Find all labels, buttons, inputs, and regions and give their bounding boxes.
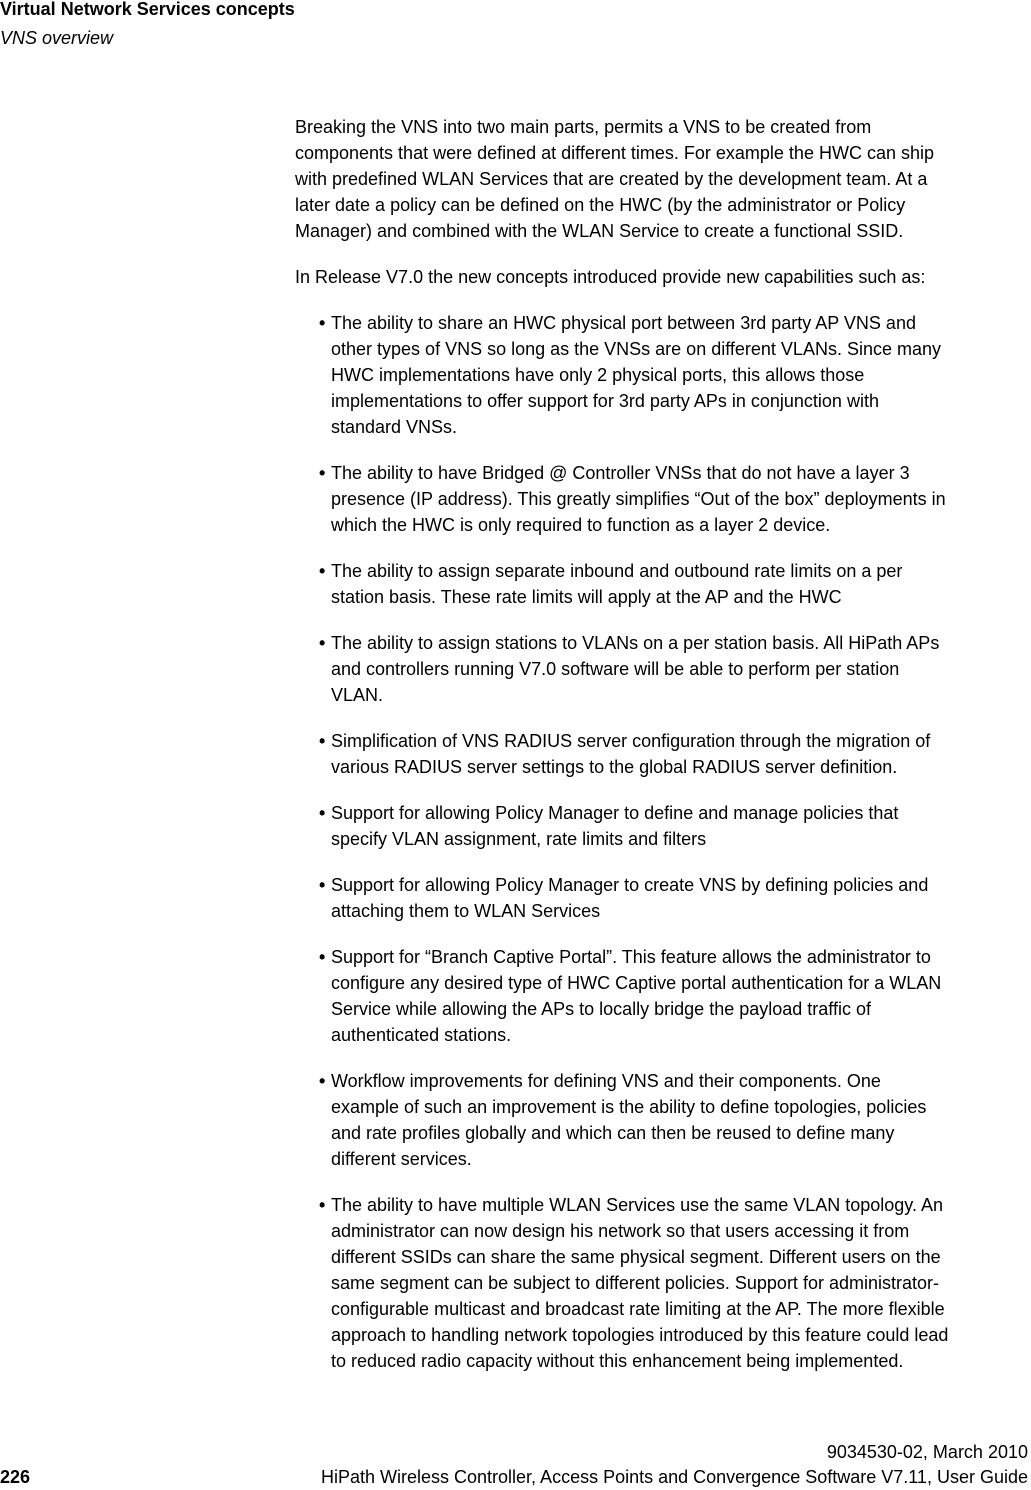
text-line: authenticated stations. xyxy=(331,1025,512,1045)
page-number: 226 xyxy=(0,1467,31,1487)
text-line: The ability to share an HWC physical port between 3rd party AP VNS and xyxy=(331,313,916,333)
bullet-icon: • xyxy=(319,313,326,333)
bullet-item xyxy=(295,944,1031,1048)
paragraph xyxy=(295,114,1031,244)
text-line: Support for “Branch Captive Portal”. This feature allows the administrator to xyxy=(331,947,931,967)
bullet-item xyxy=(295,872,1031,924)
text-line: and controllers running V7.0 software will be able to perform per station xyxy=(331,659,900,679)
bullet-item xyxy=(295,630,1031,708)
text-line: Workflow improvements for defining VNS and their components. One xyxy=(331,1071,881,1091)
bullet-icon: • xyxy=(319,947,326,967)
bullet-item xyxy=(295,460,1031,538)
text-line: with predefined WLAN Services that are created by the development team. At a xyxy=(295,169,928,189)
text-line: VLAN. xyxy=(331,685,384,705)
text-line: administrator can now design his network so that users accessing it from xyxy=(331,1221,910,1241)
bullet-icon: • xyxy=(319,803,326,823)
text-line: configurable multicast and broadcast rate limiting at the AP. The more flexible xyxy=(331,1299,945,1319)
text-line: presence (IP address). This greatly simplifies “Out of the box” deployments in xyxy=(331,489,946,509)
bullet-icon: • xyxy=(319,463,326,483)
paragraph xyxy=(295,264,1031,290)
body-text xyxy=(295,114,1031,1394)
text-line: various RADIUS server settings to the global RADIUS server definition. xyxy=(331,757,898,777)
text-line: configure any desired type of HWC Captive portal authentication for a WLAN xyxy=(331,973,942,993)
running-header-title: Virtual Network Services concepts xyxy=(0,0,295,19)
text-line: Support for allowing Policy Manager to create VNS by defining policies and xyxy=(331,875,929,895)
text-line: later date a policy can be defined on the HWC (by the administrator or Policy xyxy=(295,195,906,215)
text-line: HWC implementations have only 2 physical ports, this allows those xyxy=(331,365,865,385)
bullet-item xyxy=(295,558,1031,610)
text-line: which the HWC is only required to function as a layer 2 device. xyxy=(331,515,831,535)
bullet-icon: • xyxy=(319,1195,326,1215)
text-line: standard VNSs. xyxy=(331,417,458,437)
text-line: attaching them to WLAN Services xyxy=(331,901,601,921)
text-line: different SSIDs can share the same physical segment. Different users on the xyxy=(331,1247,941,1267)
footer-doc-id: 9034530-02, March 2010 xyxy=(826,1442,1028,1462)
bullet-item xyxy=(295,728,1031,780)
text-line: approach to handling network topologies introduced by this feature could lead xyxy=(331,1325,949,1345)
text-line: example of such an improvement is the ability to define topologies, policies xyxy=(331,1097,927,1117)
bullet-icon: • xyxy=(319,561,326,581)
text-line: Support for allowing Policy Manager to define and manage policies that xyxy=(331,803,899,823)
running-header-subtitle: VNS overview xyxy=(0,28,114,48)
text-line: The ability to have Bridged @ Controller VNSs that do not have a layer 3 xyxy=(331,463,910,483)
text-line: and rate profiles globally and which can then be reused to define many xyxy=(331,1123,895,1143)
text-line: components that were defined at different times. For example the HWC can ship xyxy=(295,143,934,163)
text-line: Service while allowing the APs to locally bridge the payload traffic of xyxy=(331,999,871,1019)
bullet-item xyxy=(295,800,1031,852)
bullet-item xyxy=(295,1192,1031,1374)
bullet-item xyxy=(295,1068,1031,1172)
text-line: other types of VNS so long as the VNSs are on different VLANs. Since many xyxy=(331,339,941,359)
bullet-icon: • xyxy=(319,875,326,895)
text-line: The ability to assign stations to VLANs on a per station basis. All HiPath APs xyxy=(331,633,940,653)
text-line: The ability to have multiple WLAN Services use the same VLAN topology. An xyxy=(331,1195,943,1215)
text-line: specify VLAN assignment, rate limits and filters xyxy=(331,829,707,849)
text-line: different services. xyxy=(331,1149,472,1169)
text-line: same segment can be subject to different policies. Support for administrator- xyxy=(331,1273,939,1293)
text-line: station basis. These rate limits will apply at the AP and the HWC xyxy=(331,587,842,607)
bullet-icon: • xyxy=(319,731,326,751)
text-line: to reduced radio capacity without this enhancement being implemented. xyxy=(331,1351,904,1371)
footer-guide-title: HiPath Wireless Controller, Access Points and Convergence Software V7.11, User Guide xyxy=(320,1467,1028,1487)
text-line: Simplification of VNS RADIUS server configuration through the migration of xyxy=(331,731,931,751)
text-line: implementations to offer support for 3rd party APs in conjunction with xyxy=(331,391,879,411)
text-line: In Release V7.0 the new concepts introduced provide new capabilities such as: xyxy=(295,267,926,287)
text-line: Breaking the VNS into two main parts, permits a VNS to be created from xyxy=(295,117,872,137)
text-line: Manager) and combined with the WLAN Service to create a functional SSID. xyxy=(295,221,904,241)
bullet-icon: • xyxy=(319,633,326,653)
page-footer xyxy=(0,1440,1028,1490)
bullet-item xyxy=(295,310,1031,440)
text-line: The ability to assign separate inbound and outbound rate limits on a per xyxy=(331,561,903,581)
bullet-icon: • xyxy=(319,1071,326,1091)
